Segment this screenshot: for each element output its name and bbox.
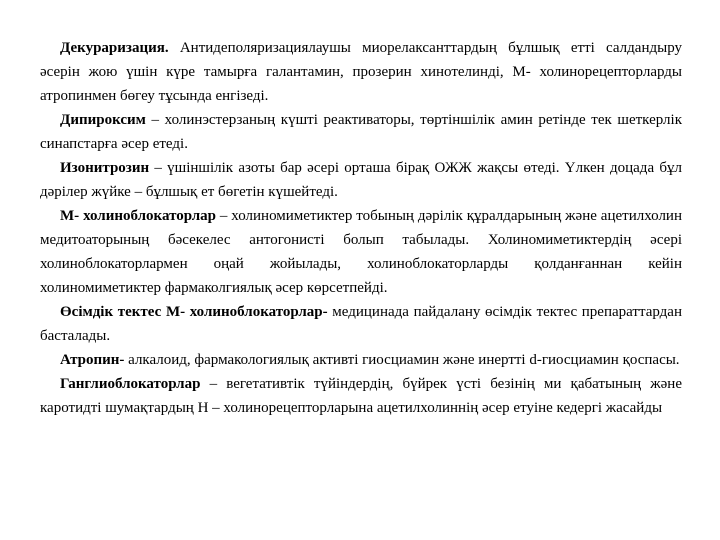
term-dipiroxime: Дипироксим bbox=[60, 112, 146, 128]
paragraph-atropine bbox=[40, 348, 682, 372]
paragraph-plant-m-cholinoblockers bbox=[40, 300, 682, 348]
definition-ganglioblockers: – вегетативтік түйіндердің, бүйрек үсті безінің ми қабатының және каротидті шумақтардың Н – холинорецепторларына ацетилхолиннің әсер етуіне кедергі жасайды bbox=[40, 376, 682, 416]
term-decurarization: Декураризация. bbox=[60, 40, 169, 56]
paragraph-ganglioblockers bbox=[40, 372, 682, 420]
paragraph-m-cholinoblockers bbox=[40, 204, 682, 300]
term-m-cholinoblockers: М- холиноблокаторлар bbox=[60, 208, 216, 224]
paragraph-isonitrosine bbox=[40, 156, 682, 204]
term-isonitrosine: Изонитрозин bbox=[60, 160, 150, 176]
paragraph-dipiroxime bbox=[40, 108, 682, 156]
definition-isonitrosine: – үшіншілік азоты бар әсері орташа бірақ ОЖЖ жақсы өтеді. Үлкен доцада бұл дәрілер жүйке – бұлшық ет бөгетін күшейтеді. bbox=[40, 160, 682, 200]
term-ganglioblockers: Ганглиоблокаторлар bbox=[60, 376, 201, 392]
term-plant-m-cholinoblockers: Өсімдік тектес М- холиноблокаторлар- bbox=[60, 304, 328, 320]
definition-atropine: алкалоид, фармакологиялық активті гиосциамин және инертті d-гиосциамин қоспасы. bbox=[124, 352, 680, 368]
term-atropine: Атропин- bbox=[60, 352, 125, 368]
definition-m-cholinoblockers: – холиномиметиктер тобының дәрілік құралдарының және ацетилхолин медитоаторының бәсекелес антогонисті болып табылады. Холиномиметиктердің әсері холиноблокаторлармен оңай жойылады, холиноблокаторларды қолданғаннан кейін холиномиметиктер фармаколгиялық әсер көрсетпейді. bbox=[40, 208, 682, 296]
definition-dipiroxime: – холинэстерзаның күшті реактиваторы, төртіншілік амин ретінде тек шеткерлік синапстарға әсер етеді. bbox=[40, 112, 682, 152]
definition-decurarization: Антидеполяризациялаушы миорелаксанттардың бұлшық етті салдандыру әсерін жою үшін күре тамырға галантамин, прозерин хинотелинді, М- холинорецепторларды атропинмен бөгеу тұсында енгізеді. bbox=[40, 40, 682, 104]
paragraph-decurarization bbox=[40, 36, 682, 108]
definition-plant-m-cholinoblockers: медицинада пайдалану өсімдік тектес препараттардан басталады. bbox=[40, 304, 682, 344]
